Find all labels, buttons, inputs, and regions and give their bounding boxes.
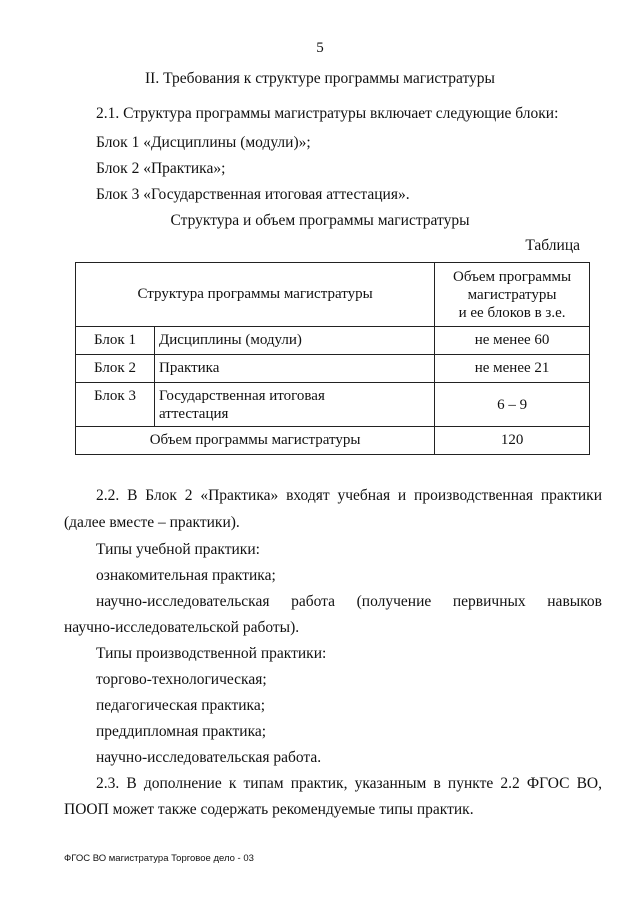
study-practice-type-1: ознакомительная практика; (96, 567, 276, 584)
word: навыков (547, 593, 602, 610)
row-name-line-1: Государственная итоговая (159, 387, 325, 404)
row-volume-cell: 6 – 9 (435, 383, 590, 427)
table-title: Структура и объем программы магистратуры (170, 212, 470, 229)
word: первичных (452, 593, 526, 610)
block-1-item: Блок 1 «Дисциплины (модули)»; (96, 134, 311, 151)
paragraph-2-1: 2.1. Структура программы магистратуры включает следующие блоки: (96, 105, 559, 122)
word: (получение (356, 593, 432, 610)
row-volume-cell: не менее 60 (435, 327, 590, 355)
header-volume-line-1: Объем программы (452, 268, 572, 285)
table-row (76, 355, 590, 383)
production-practice-type-3: преддипломная практика; (96, 723, 267, 740)
row-name-cell (155, 383, 435, 427)
study-practice-type-2-line-1 (96, 593, 602, 611)
total-value-cell: 120 (435, 427, 590, 455)
page-number: 5 (316, 40, 324, 56)
word: работа (291, 593, 335, 610)
study-practice-type-2-line-2: научно-исследовательской работы). (64, 619, 300, 636)
block-3-item: Блок 3 «Государственная итоговая аттестация». (96, 186, 410, 203)
table-total-row (76, 427, 590, 455)
paragraph-2-2-line-2: (далее вместе – практики). (64, 514, 240, 531)
header-structure-cell: Структура программы магистратуры (76, 263, 435, 327)
paragraph-2-2-line-1: 2.2. В Блок 2 «Практика» входят учебная и производственная практики (96, 487, 602, 504)
row-name-line-2: аттестация (159, 405, 229, 422)
row-block-cell: Блок 2 (76, 355, 155, 383)
production-practice-type-2: педагогическая практика; (96, 697, 266, 714)
study-practice-types-title: Типы учебной практики: (96, 541, 260, 558)
structure-table (75, 262, 590, 455)
header-volume-cell (435, 263, 590, 327)
block-2-item: Блок 2 «Практика»; (96, 160, 226, 177)
production-practice-types-title: Типы производственной практики: (96, 645, 327, 662)
table-caption: Таблица (525, 237, 580, 254)
total-label-cell: Объем программы магистратуры (76, 427, 435, 455)
production-practice-type-1: торгово-технологическая; (96, 671, 267, 688)
row-volume-cell: не менее 21 (435, 355, 590, 383)
row-block-cell: Блок 3 (76, 383, 155, 427)
row-block-cell: Блок 1 (76, 327, 155, 355)
production-practice-type-4: научно-исследовательская работа. (96, 749, 322, 766)
row-name-cell: Дисциплины (модули) (155, 327, 435, 355)
row-name-cell: Практика (155, 355, 435, 383)
header-volume-line-3: и ее блоков в з.е. (458, 304, 566, 321)
table-row (76, 327, 590, 355)
table-row (76, 383, 590, 427)
word: научно-исследовательская (96, 593, 270, 610)
header-volume-line-2: магистратуры (467, 286, 557, 303)
footer-text: ФГОС ВО магистратура Торговое дело - 03 (64, 853, 254, 864)
table-header-row (76, 263, 590, 327)
section-title: II. Требования к структуре программы магистратуры (145, 70, 495, 87)
paragraph-2-3-line-2: ПООП может также содержать рекомендуемые типы практик. (64, 801, 474, 818)
paragraph-2-3-line-1: 2.3. В дополнение к типам практик, указанным в пункте 2.2 ФГОС ВО, (96, 775, 602, 792)
